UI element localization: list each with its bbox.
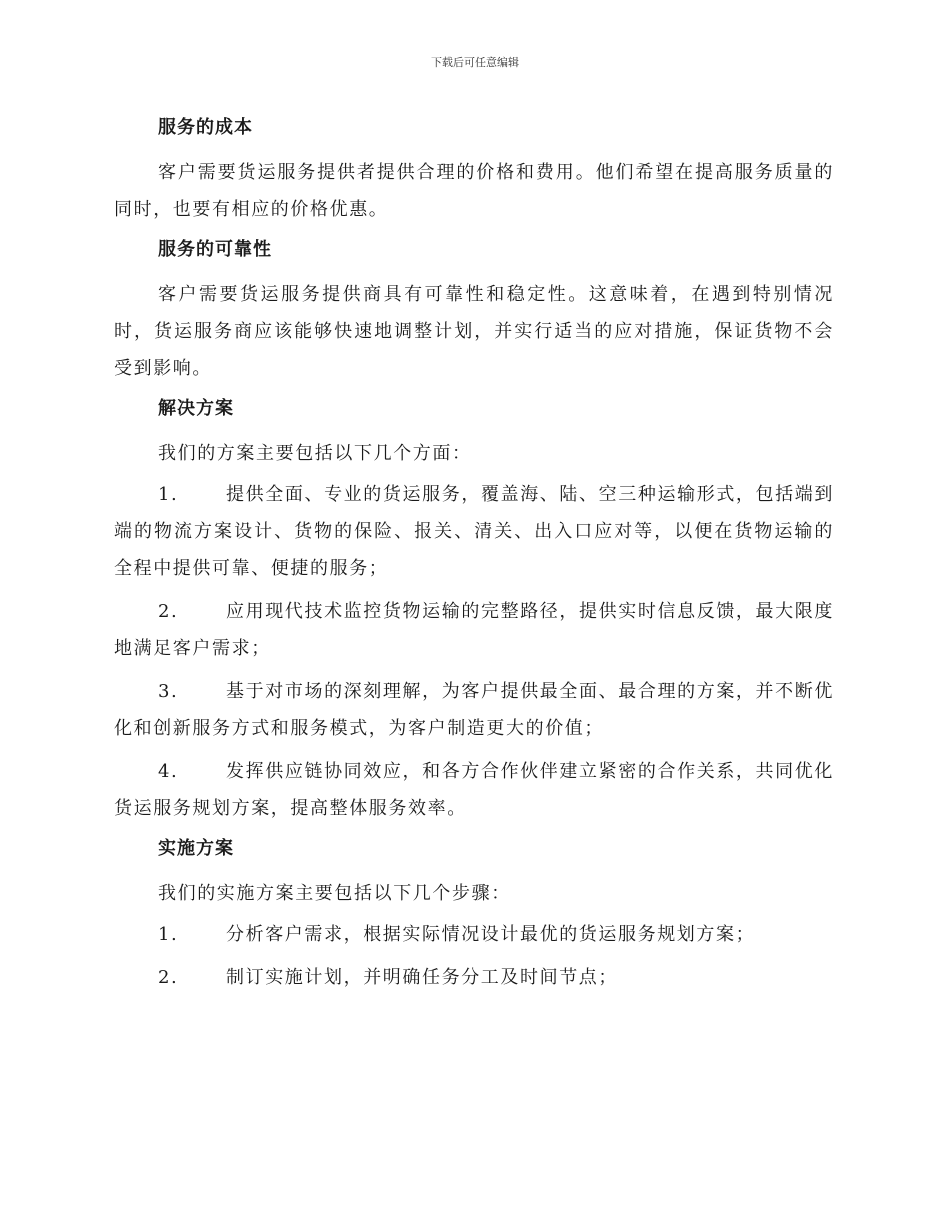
page-header: 下载后可任意编辑 — [431, 56, 519, 69]
list-item-number: 2. — [158, 967, 179, 988]
list-item-text: 发挥供应链协同效应，和各方合作伙伴建立紧密的合作关系，共同优化货运服务规划方案，提高整体服务效率。 — [114, 761, 834, 819]
list-item-number: 1. — [158, 924, 179, 945]
section-heading-implementation: 实施方案 — [158, 838, 234, 859]
list-item — [114, 753, 834, 827]
list-item — [114, 916, 834, 953]
list-item-text: 分析客户需求，根据实际情况设计最优的货运服务规划方案； — [226, 924, 756, 945]
list-item-text: 基于对市场的深刻理解，为客户提供最全面、最合理的方案，并不断优化和创新服务方式和服务模式，为客户制造更大的价值； — [114, 681, 834, 739]
list-item-number: 4. — [158, 761, 179, 782]
list-item-number: 2. — [158, 601, 179, 622]
list-item-text: 提供全面、专业的货运服务，覆盖海、陆、空三种运输形式，包括端到端的物流方案设计、货物的保险、报关、清关、出入口应对等，以便在货物运输的全程中提供可靠、便捷的服务； — [114, 484, 834, 579]
section-heading-cost: 服务的成本 — [158, 117, 253, 138]
section-heading-reliability: 服务的可靠性 — [158, 239, 272, 260]
solution-intro: 我们的方案主要包括以下几个方面： — [158, 443, 472, 464]
list-item — [114, 593, 834, 667]
list-item-number: 3. — [158, 681, 179, 702]
list-item — [114, 959, 834, 996]
implementation-intro: 我们的实施方案主要包括以下几个步骤： — [158, 883, 511, 904]
list-item-text: 制订实施计划，并明确任务分工及时间节点； — [226, 967, 618, 988]
section-paragraph-reliability: 客户需要货运服务提供商具有可靠性和稳定性。这意味着，在遇到特别情况时，货运服务商应该能够快速地调整计划，并实行适当的应对措施，保证货物不会受到影响。 — [114, 284, 834, 379]
list-item-number: 1. — [158, 484, 179, 505]
document-body — [114, 112, 834, 1002]
list-item-text: 应用现代技术监控货物运输的完整路径，提供实时信息反馈，最大限度地满足客户需求； — [114, 601, 834, 659]
section-paragraph-cost: 客户需要货运服务提供者提供合理的价格和费用。他们希望在提高服务质量的同时，也要有相应的价格优惠。 — [114, 162, 834, 220]
list-item — [114, 673, 834, 747]
list-item — [114, 476, 834, 587]
section-heading-solution: 解决方案 — [158, 398, 234, 419]
